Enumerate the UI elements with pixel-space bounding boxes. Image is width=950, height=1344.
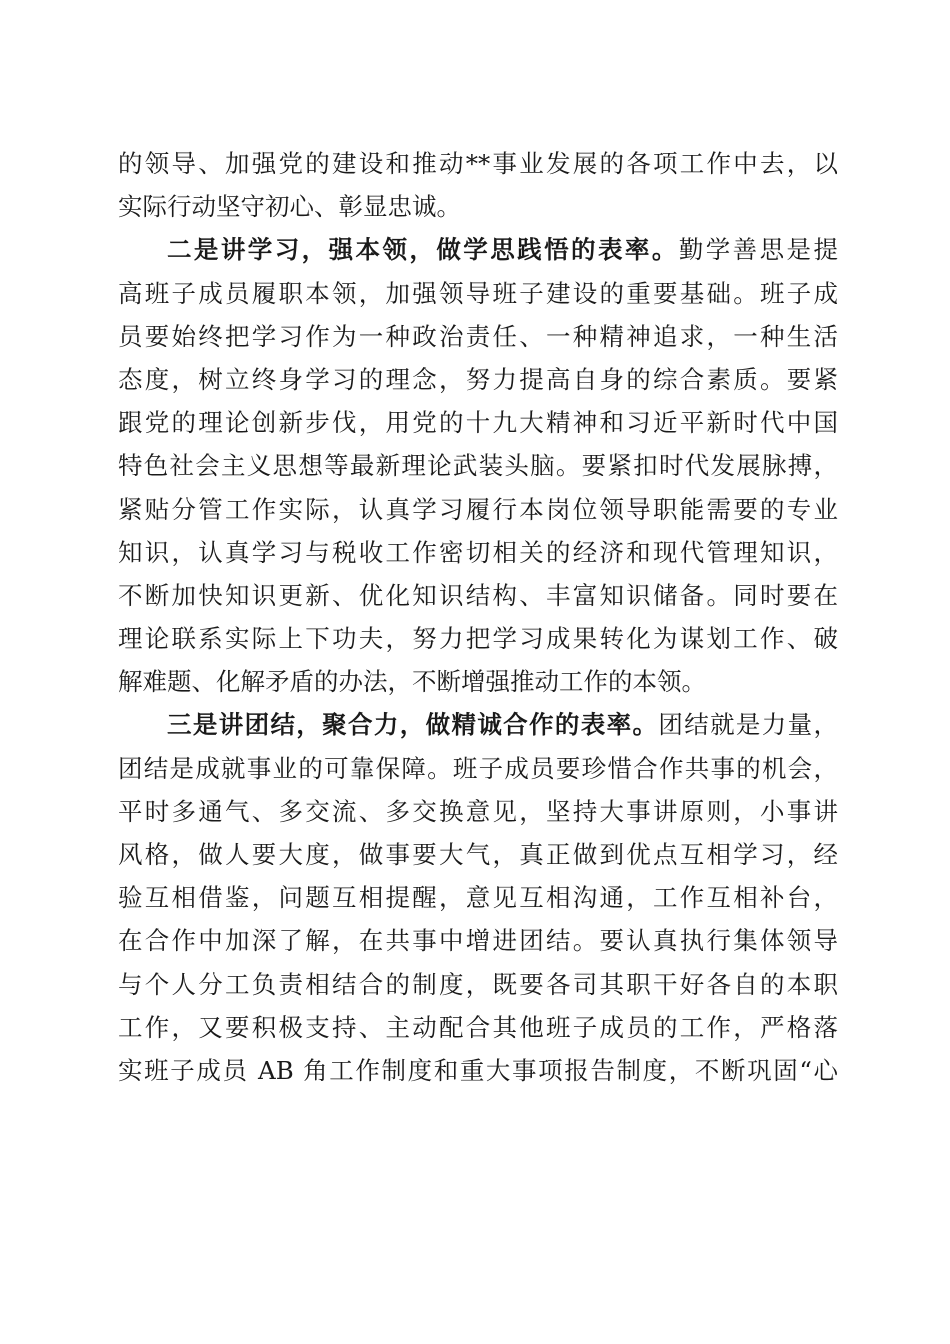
text-line: 团结是成就事业的可靠保障。班子成员要珍惜合作共事的机会， bbox=[118, 753, 838, 783]
text-line: 员要始终把学习作为一种政治责任、一种精神追求，一种生活 bbox=[118, 321, 838, 351]
text-line: 实班子成员 AB 角工作制度和重大事项报告制度，不断巩固“心 bbox=[118, 1055, 838, 1085]
text-line: 平时多通气、多交流、多交换意见，坚持大事讲原则，小事讲 bbox=[118, 796, 838, 826]
heading-continuation: 团结就是力量， bbox=[658, 710, 839, 740]
text-line: 高班子成员履职本领，加强领导班子建设的重要基础。班子成 bbox=[118, 278, 838, 308]
text-line: 解难题、化解矛盾的办法，不断增强推动工作的本领。 bbox=[118, 667, 706, 697]
text-line: 在合作中加深了解，在共事中增进团结。要认真执行集体领导 bbox=[118, 926, 838, 956]
text-line: 不断加快知识更新、优化知识结构、丰富知识储备。同时要在 bbox=[118, 580, 838, 610]
text-line: 验互相借鉴，问题互相提醒，意见互相沟通，工作互相补台， bbox=[118, 883, 838, 913]
text-line: 的领导、加强党的建设和推动**事业发展的各项工作中去，以 bbox=[118, 149, 838, 178]
text-line: 实际行动坚守初心、彰显忠诚。 bbox=[118, 192, 461, 222]
text-line: 跟党的理论创新步伐，用党的十九大精神和习近平新时代中国 bbox=[118, 408, 838, 438]
paragraph-heading: 二是讲学习，强本领，做学思践悟的表率。 bbox=[167, 235, 679, 265]
paragraph-heading: 三是讲团结，聚合力，做精诚合作的表率。 bbox=[167, 710, 659, 740]
text-line: 理论联系实际上下功夫，努力把学习成果转化为谋划工作、破 bbox=[118, 624, 838, 654]
paragraph-first-line bbox=[118, 228, 838, 271]
heading-continuation: 勤学善思是提 bbox=[678, 235, 838, 265]
body-text bbox=[118, 142, 838, 1092]
text-line: 工作，又要积极支持、主动配合其他班子成员的工作，严格落 bbox=[118, 1012, 838, 1042]
text-line: 态度，树立终身学习的理念，努力提高自身的综合素质。要紧 bbox=[118, 364, 838, 394]
paragraph-first-line bbox=[118, 703, 838, 746]
text-line: 特色社会主义思想等最新理论武装头脑。要紧扣时代发展脉搏， bbox=[118, 451, 838, 481]
text-line: 紧贴分管工作实际，认真学习履行本岗位领导职能需要的专业 bbox=[118, 494, 838, 524]
text-line: 与个人分工负责相结合的制度，既要各司其职干好各自的本职 bbox=[118, 969, 838, 999]
text-line: 知识，认真学习与税收工作密切相关的经济和现代管理知识， bbox=[118, 537, 838, 567]
text-line: 风格，做人要大度，做事要大气，真正做到优点互相学习，经 bbox=[118, 840, 838, 869]
